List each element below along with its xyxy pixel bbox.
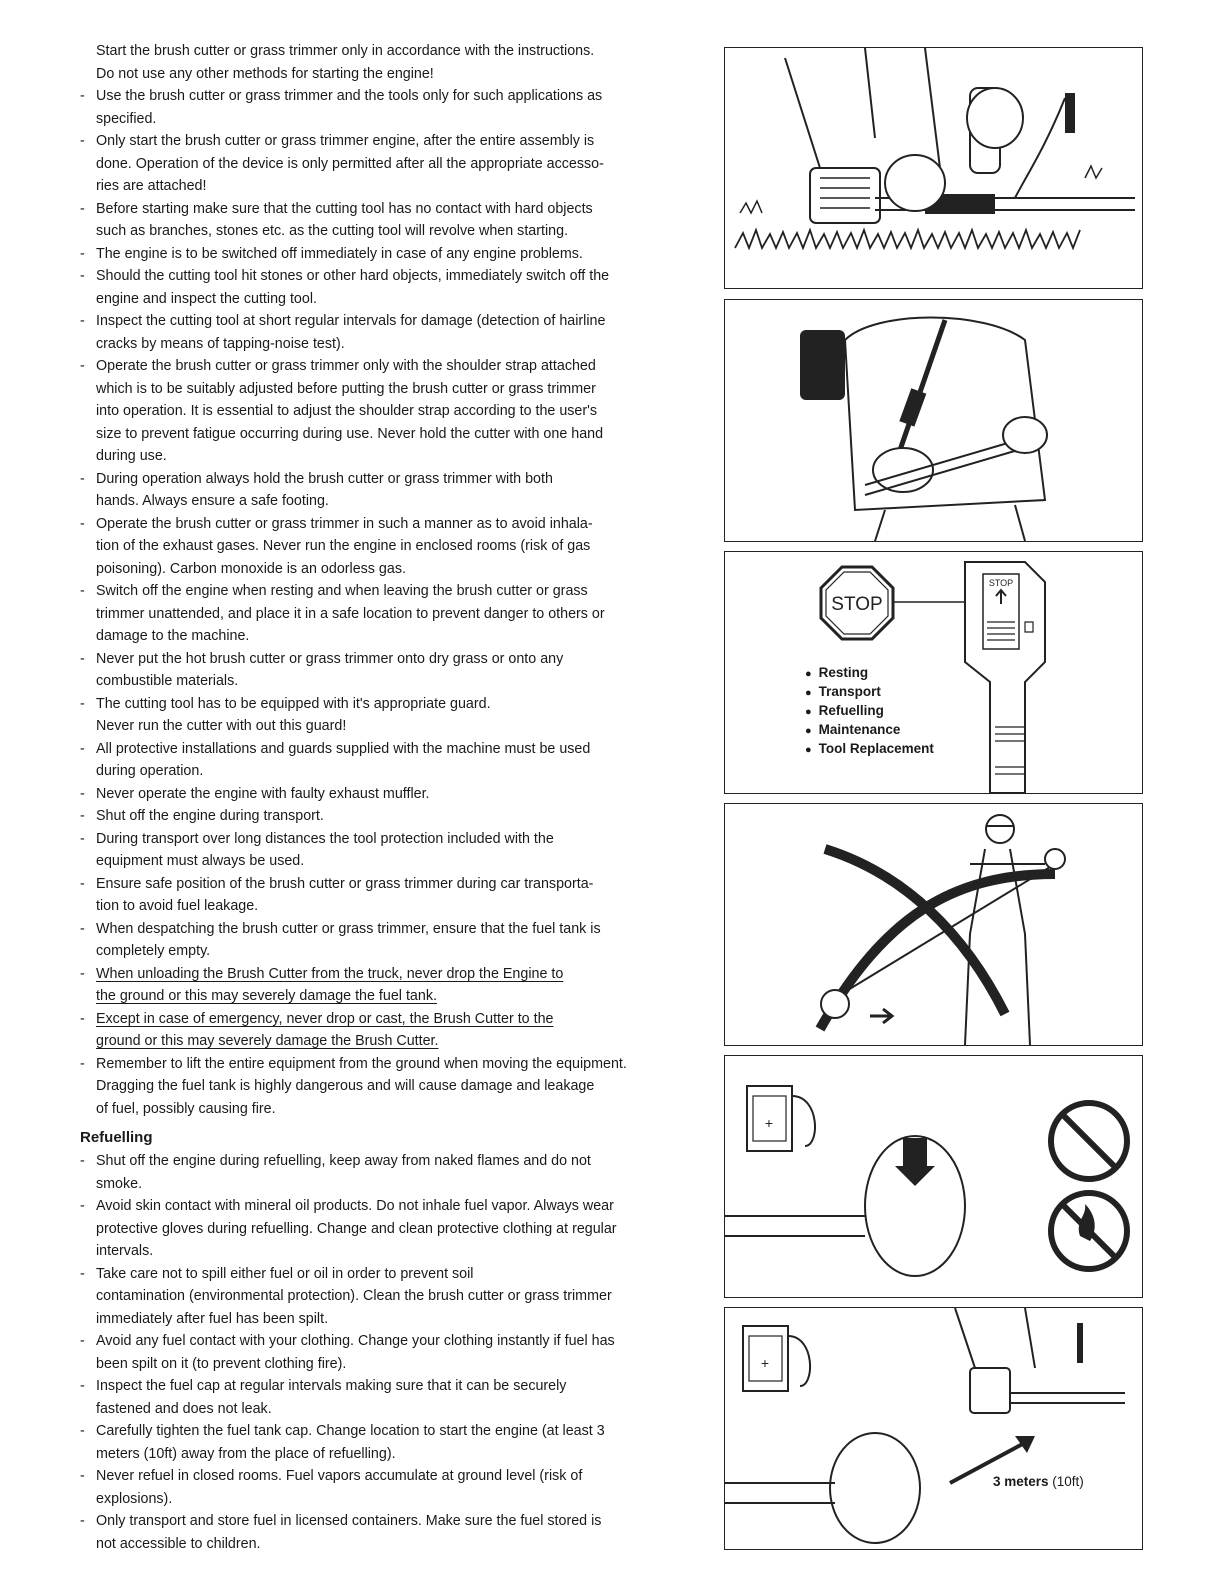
distance-unit: (10ft)	[1048, 1474, 1084, 1489]
line-text: Avoid skin contact with mineral oil products. Do not inhale fuel vapor. Always wear	[96, 1198, 614, 1214]
line-text: intervals.	[96, 1243, 154, 1259]
line-text: damage to the machine.	[96, 628, 250, 644]
text-line	[80, 355, 700, 378]
text-line	[80, 400, 700, 423]
shoulder-strap-illustration	[725, 300, 1142, 541]
text-line	[80, 760, 700, 783]
line-text: such as branches, stones etc. as the cutting tool will revolve when starting.	[96, 223, 569, 239]
text-line	[80, 1173, 700, 1196]
bullet-dash: -	[80, 1423, 85, 1439]
text-line	[80, 918, 700, 941]
line-text: been spilt on it (to prevent clothing fire).	[96, 1355, 347, 1372]
arrow-right-icon	[870, 1009, 892, 1023]
line-text: During operation always hold the brush cutter or grass trimmer with both	[96, 470, 553, 487]
text-line	[80, 648, 700, 671]
text-line	[80, 1420, 700, 1443]
line-text: Dragging the fuel tank is highly dangerous and will cause damage and leakage	[96, 1078, 595, 1094]
text-line	[80, 895, 700, 918]
text-line	[80, 288, 700, 311]
text-line	[80, 558, 700, 581]
bullet-dash: -	[80, 470, 85, 487]
arrow-down-icon	[903, 1138, 927, 1166]
text-line	[80, 985, 700, 1008]
illustration-shoulder-strap	[724, 299, 1143, 542]
text-line	[80, 1030, 700, 1053]
stop-condition-item: ● Maintenance	[805, 721, 934, 740]
text-line	[80, 1488, 700, 1511]
text-line	[80, 963, 700, 986]
text-line	[80, 108, 700, 131]
line-text: Never refuel in closed rooms. Fuel vapors accumulate at ground level (risk of	[96, 1468, 583, 1484]
line-text: of fuel, possibly causing fire.	[96, 1100, 276, 1117]
line-text: hands. Always ensure a safe footing.	[96, 493, 329, 509]
line-text: Only start the brush cutter or grass trimmer engine, after the entire assembly is	[96, 133, 595, 149]
text-line	[80, 63, 700, 86]
line-text: engine and inspect the cutting tool.	[96, 290, 317, 307]
text-line	[80, 940, 700, 963]
grip-illustration	[725, 48, 1142, 288]
bullet-dash: -	[80, 133, 85, 149]
stop-condition-item: ● Refuelling	[805, 702, 934, 721]
text-line	[80, 1375, 700, 1398]
refuelling-heading: Refuelling	[80, 1129, 153, 1146]
line-text: Never put the hot brush cutter or grass trimmer onto dry grass or onto any	[96, 650, 564, 667]
svg-text:+: +	[760, 1355, 770, 1371]
line-text: not accessible to children.	[96, 1535, 261, 1552]
line-text: trimmer unattended, and place it in a safe location to prevent danger to others or	[96, 605, 605, 622]
line-text: protective gloves during refuelling. Change and clean protective clothing at regular	[96, 1220, 617, 1237]
text-line	[80, 310, 700, 333]
safety-instructions	[80, 40, 700, 1120]
bullet-dash: -	[80, 1153, 85, 1169]
line-text: Operate the brush cutter or grass trimmer only with the shoulder strap attached	[96, 358, 596, 374]
line-text: specified.	[96, 110, 157, 127]
line-text: size to prevent fatigue occurring during use. Never hold the cutter with one hand	[96, 425, 604, 442]
text-line	[80, 603, 700, 626]
text-line	[80, 1240, 700, 1263]
line-text: Inspect the cutting tool at short regular intervals for damage (detection of hairline	[96, 313, 606, 329]
text-line	[80, 153, 700, 176]
text-line	[80, 378, 700, 401]
line-text: cracks by means of tapping-noise test).	[96, 335, 345, 352]
line-text: Before starting make sure that the cutting tool has no contact with hard objects	[96, 200, 593, 217]
text-line	[80, 535, 700, 558]
text-line	[80, 513, 700, 536]
text-line	[80, 40, 700, 63]
text-line	[80, 670, 700, 693]
switch-stop-text: STOP	[988, 578, 1014, 588]
bullet-dash: -	[80, 1378, 85, 1394]
bullet-dash: -	[80, 313, 85, 329]
line-text: Operate the brush cutter or grass trimmer in such a manner as to avoid inhala-	[96, 515, 593, 532]
line-text: Take care not to spill either fuel or oil in order to prevent soil	[96, 1265, 474, 1282]
bullet-dash: -	[80, 740, 85, 757]
line-text: The engine is to be switched off immediately in case of any engine problems.	[96, 245, 583, 262]
line-text: Ensure safe position of the brush cutter or grass trimmer during car transporta-	[96, 875, 594, 892]
line-text: tion to avoid fuel leakage.	[96, 898, 259, 914]
line-text: Do not use any other methods for starting the engine!	[96, 65, 434, 82]
text-line	[80, 198, 700, 221]
text-line	[80, 828, 700, 851]
bullet-dash: -	[80, 830, 85, 847]
bullet-dash: -	[80, 268, 85, 284]
stop-conditions-list	[805, 664, 934, 759]
text-line	[80, 715, 700, 738]
distance-label	[993, 1474, 1084, 1489]
text-line	[80, 1285, 700, 1308]
line-text: Shut off the engine during refuelling, keep away from naked flames and do not	[96, 1153, 591, 1169]
text-line	[80, 1510, 700, 1533]
line-text: contamination (environmental protection). Clean the brush cutter or grass trimmer	[96, 1288, 612, 1304]
line-text: into operation. It is essential to adjust the shoulder strap according to the user's	[96, 403, 598, 419]
stop-condition-item: ● Tool Replacement	[805, 740, 934, 759]
bullet-dash: -	[80, 965, 85, 982]
bullet-dash: -	[80, 515, 85, 532]
illustration-wrong-posture	[724, 803, 1143, 1046]
line-text: explosions).	[96, 1490, 173, 1507]
line-text: Only transport and store fuel in licensed containers. Make sure the fuel stored is	[96, 1513, 602, 1529]
safety-text-column	[80, 40, 700, 1555]
text-line	[80, 333, 700, 356]
line-text: ries are attached!	[96, 178, 207, 194]
bullet-dash: -	[80, 650, 85, 667]
text-line	[80, 693, 700, 716]
text-line	[80, 873, 700, 896]
text-line	[80, 445, 700, 468]
illustration-grip-trimmer	[724, 47, 1143, 289]
text-line	[80, 1195, 700, 1218]
line-text: Remember to lift the entire equipment from the ground when moving the equipment.	[96, 1055, 627, 1072]
line-text: Switch off the engine when resting and when leaving the brush cutter or grass	[96, 583, 588, 599]
text-line	[80, 1330, 700, 1353]
line-text: which is to be suitably adjusted before putting the brush cutter or grass trimmer	[96, 380, 596, 397]
text-line	[80, 625, 700, 648]
line-text: done. Operation of the device is only permitted after all the appropriate accesso-	[96, 155, 604, 172]
bullet-dash: -	[80, 200, 85, 217]
line-text: Shut off the engine during transport.	[96, 808, 324, 824]
line-text: Never operate the engine with faulty exhaust muffler.	[96, 785, 430, 802]
line-text: When unloading the Brush Cutter from the truck, never drop the Engine to	[96, 965, 564, 982]
illustration-refuelling	[724, 1055, 1143, 1298]
bullet-dash: -	[80, 875, 85, 892]
bullet-dash: -	[80, 1513, 85, 1529]
text-line	[80, 783, 700, 806]
text-line	[80, 1465, 700, 1488]
line-text: Carefully tighten the fuel tank cap. Change location to start the engine (at least 3	[96, 1423, 605, 1439]
text-line	[80, 243, 700, 266]
text-line	[80, 1443, 700, 1466]
line-text: meters (10ft) away from the place of refuelling).	[96, 1445, 396, 1462]
text-line	[80, 1533, 700, 1556]
text-line	[80, 1075, 700, 1098]
svg-text:+: +	[764, 1115, 774, 1131]
text-line	[80, 1008, 700, 1031]
text-line	[80, 1398, 700, 1421]
bullet-dash: -	[80, 1333, 85, 1349]
text-line	[80, 265, 700, 288]
line-text: Should the cutting tool hit stones or other hard objects, immediately switch off the	[96, 268, 610, 284]
line-text: When despatching the brush cutter or grass trimmer, ensure that the fuel tank is	[96, 920, 601, 937]
line-text: Use the brush cutter or grass trimmer and the tools only for such applications as	[96, 88, 603, 104]
line-text: equipment must always be used.	[96, 853, 305, 869]
cross-mark-icon	[825, 849, 1005, 1014]
line-text: Start the brush cutter or grass trimmer only in accordance with the instructions.	[96, 43, 595, 59]
line-text: fastened and does not leak.	[96, 1400, 272, 1417]
line-text: poisoning). Carbon monoxide is an odorless gas.	[96, 560, 406, 577]
line-text: during use.	[96, 448, 167, 464]
bullet-dash: -	[80, 358, 85, 374]
line-text: combustible materials.	[96, 673, 239, 689]
bullet-dash: -	[80, 88, 85, 104]
bullet-dash: -	[80, 583, 85, 599]
bullet-dash: -	[80, 1468, 85, 1484]
bullet-dash: -	[80, 1055, 85, 1072]
text-line	[80, 1308, 700, 1331]
illustration-distance	[724, 1307, 1143, 1550]
distance-value: 3 meters	[993, 1474, 1049, 1489]
bullet-dash: -	[80, 1010, 85, 1027]
text-line	[80, 1218, 700, 1241]
text-line	[80, 1263, 700, 1286]
bullet-dash: -	[80, 808, 85, 824]
text-line	[80, 468, 700, 491]
line-text: the ground or this may severely damage the fuel tank.	[96, 988, 437, 1004]
stop-condition-item: ● Resting	[805, 664, 934, 683]
bullet-dash: -	[80, 1198, 85, 1214]
text-line	[80, 1353, 700, 1376]
wrong-posture-illustration	[725, 804, 1142, 1045]
line-text: Never run the cutter with out this guard!	[96, 718, 347, 734]
refuelling-instructions	[80, 1150, 700, 1555]
text-line	[80, 490, 700, 513]
distance-illustration	[725, 1308, 1142, 1549]
line-text: All protective installations and guards supplied with the machine must be used	[96, 740, 591, 757]
text-line	[80, 805, 700, 828]
text-line	[80, 175, 700, 198]
line-text: during operation.	[96, 763, 204, 779]
text-line	[80, 130, 700, 153]
line-text: ground or this may severely damage the Brush Cutter.	[96, 1033, 439, 1049]
line-text: Inspect the fuel cap at regular intervals making sure that it can be securely	[96, 1378, 567, 1394]
text-line	[80, 85, 700, 108]
bullet-dash: -	[80, 785, 85, 802]
text-line	[80, 1098, 700, 1121]
line-text: Except in case of emergency, never drop or cast, the Brush Cutter to the	[96, 1010, 554, 1027]
line-text: smoke.	[96, 1175, 143, 1192]
line-text: immediately after fuel has been spilt.	[96, 1310, 329, 1327]
line-text: completely empty.	[96, 943, 211, 959]
line-text: Avoid any fuel contact with your clothing. Change your clothing instantly if fuel has	[96, 1333, 615, 1349]
line-text: tion of the exhaust gases. Never run the engine in enclosed rooms (risk of gas	[96, 538, 591, 554]
line-text: During transport over long distances the tool protection included with the	[96, 830, 554, 847]
text-line	[80, 1053, 700, 1076]
text-line	[80, 580, 700, 603]
bullet-dash: -	[80, 920, 85, 937]
text-line	[80, 1150, 700, 1173]
stop-sign-text: STOP	[831, 594, 883, 615]
bullet-dash: -	[80, 695, 85, 712]
refuelling-illustration	[725, 1056, 1142, 1297]
bullet-dash: -	[80, 245, 85, 262]
text-line	[80, 220, 700, 243]
text-line	[80, 738, 700, 761]
illustration-stop-switch	[724, 551, 1143, 794]
text-line	[80, 423, 700, 446]
bullet-dash: -	[80, 1265, 85, 1282]
text-line	[80, 850, 700, 873]
line-text: The cutting tool has to be equipped with it's appropriate guard.	[96, 695, 491, 712]
stop-condition-item: ● Transport	[805, 683, 934, 702]
